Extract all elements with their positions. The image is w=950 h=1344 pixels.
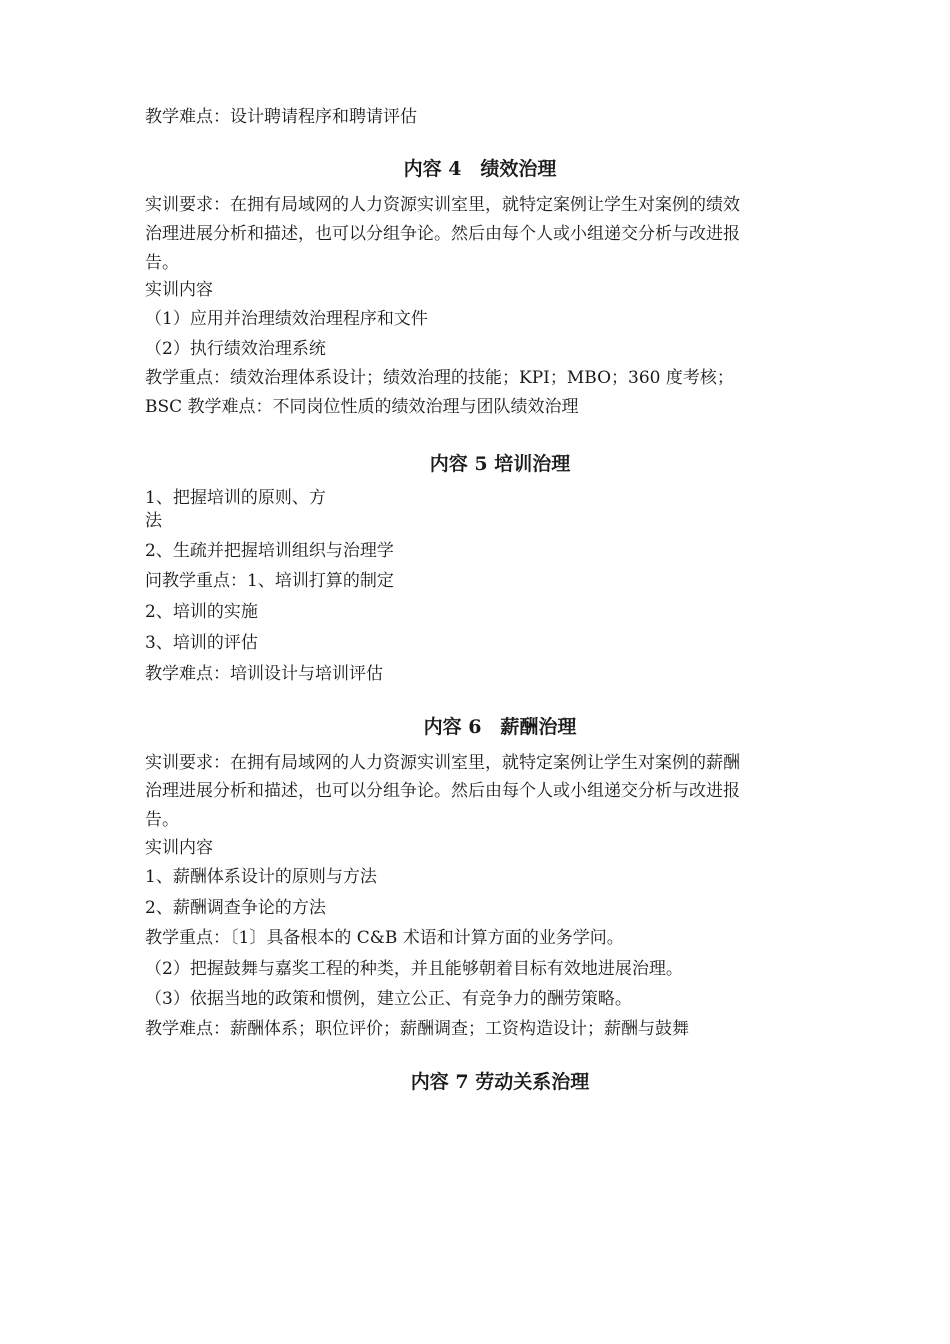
section-6-requirement-line-1: 实训要求：在拥有局域网的人力资源实训室里，就特定案例让学生对案例的薪酬 [145, 753, 740, 773]
section-6-key-points-line-1: 教学重点：〔1〕具备根本的 C&B 术语和计算方面的业务学问。 [145, 928, 624, 948]
section-4-item-2: （2）执行绩效治理系统 [145, 339, 326, 359]
intro-difficulty-text: 教学难点：设计聘请程序和聘请评估 [145, 107, 417, 127]
section-5-line-1: 1、把握培训的原则、方 [145, 488, 326, 508]
section-5-line-5: 2、培训的实施 [145, 602, 258, 622]
section-5-line-6: 3、培训的评估 [145, 633, 258, 653]
section-4-key-points-line-1: 教学重点：绩效治理体系设计；绩效治理的技能；KPI；MBO；360 度考核； [145, 368, 734, 388]
section-7-heading: 内容 7 劳动关系治理 [410, 1071, 590, 1093]
section-6-heading: 内容 6 薪酬治理 [423, 716, 577, 738]
section-6-requirement-line-2: 治理进展分析和描述，也可以分组争论。然后由每个人或小组递交分析与改进报 [145, 781, 740, 801]
section-4-requirement-line-2: 治理进展分析和描述，也可以分组争论。然后由每个人或小组递交分析与改进报 [145, 224, 740, 244]
section-4-requirement-line-1: 实训要求：在拥有局域网的人力资源实训室里，就特定案例让学生对案例的绩效 [145, 195, 740, 215]
section-6-key-points-line-2: （2）把握鼓舞与嘉奖工程的种类，并且能够朝着目标有效地进展治理。 [145, 959, 683, 979]
section-6-requirement-line-3: 告。 [145, 810, 179, 830]
section-5-difficulty-text: 教学难点：培训设计与培训评估 [145, 664, 383, 684]
section-5-line-2: 法 [145, 511, 162, 531]
section-4-content-label: 实训内容 [145, 280, 213, 300]
section-4-heading: 内容 4 绩效治理 [403, 158, 557, 180]
section-6-item-2: 2、薪酬调查争论的方法 [145, 898, 326, 918]
section-6-item-1: 1、薪酬体系设计的原则与方法 [145, 867, 377, 887]
section-4-item-1: （1）应用并治理绩效治理程序和文件 [145, 309, 428, 329]
section-6-content-label: 实训内容 [145, 838, 213, 858]
section-5-heading: 内容 5 培训治理 [429, 453, 571, 475]
section-4-requirement-line-3: 告。 [145, 253, 179, 273]
section-6-key-points-line-3: （3）依据当地的政策和惯例，建立公正、有竞争力的酬劳策略。 [145, 989, 632, 1009]
section-6-difficulty-text: 教学难点：薪酬体系；职位评价；薪酬调查；工资构造设计；薪酬与鼓舞 [145, 1019, 689, 1039]
section-5-line-4: 问教学重点：1、培训打算的制定 [145, 571, 394, 591]
section-4-key-points-line-2: BSC 教学难点：不同岗位性质的绩效治理与团队绩效治理 [145, 397, 579, 417]
section-5-line-3: 2、生疏并把握培训组织与治理学 [145, 541, 394, 561]
